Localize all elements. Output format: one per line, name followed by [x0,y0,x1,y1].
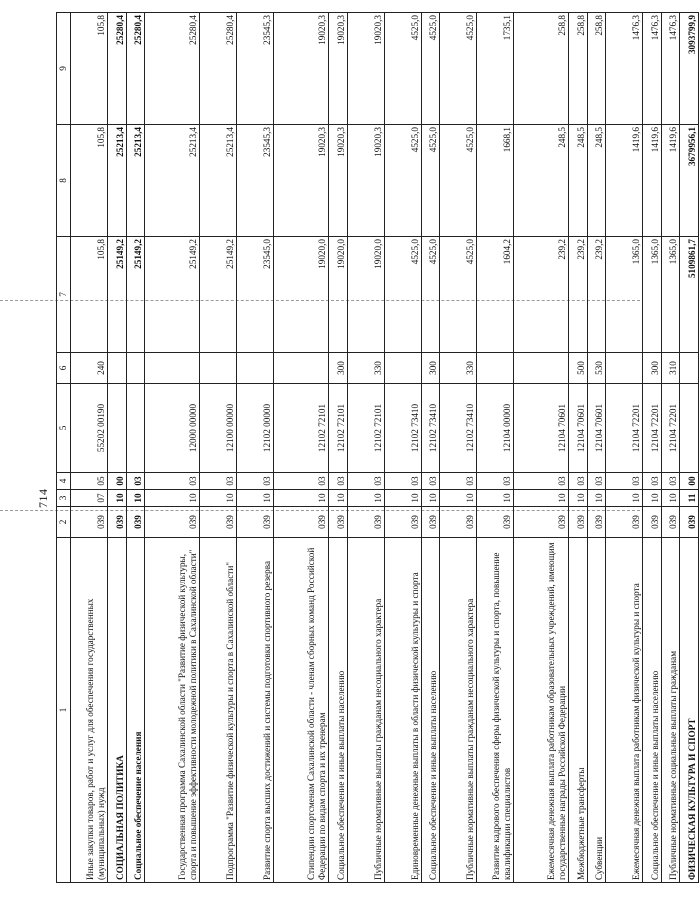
table-row [108,13,127,883]
header-cell: 9 [57,13,71,125]
admin-code-cell: 039 [606,507,643,538]
name-cell: Подпрограмма "Развитие физической культуры и спорта в Сахалинской области" [200,538,237,883]
amount-col7-cell: 105,8 [71,237,108,353]
target-article-cell: 12104 70601 [569,384,588,473]
subsection-cell: 03 [237,473,274,490]
amount-col8-cell: 19020,3 [329,125,348,237]
name-cell: Социальное обеспечение и иные выплаты населению [421,538,440,883]
amount-col7-cell: 5109861,7 [680,237,699,353]
subsection-cell: 03 [661,473,680,490]
subsection-cell: 00 [680,473,699,490]
section-cell: 10 [606,490,643,507]
header-cell: 7 [57,237,71,353]
amount-col8-cell: 19020,3 [347,125,384,237]
section-cell: 10 [126,490,145,507]
amount-col8-cell: 25213,4 [145,125,200,237]
expense-type-cell: 240 [71,353,108,384]
table-row [200,13,237,883]
section-cell: 10 [145,490,200,507]
amount-col7-cell: 19020,0 [347,237,384,353]
amount-col9-cell: 19020,3 [274,13,329,125]
target-article-cell: 12104 72201 [661,384,680,473]
section-cell: 10 [514,490,569,507]
table-row [421,13,440,883]
table-row [145,13,200,883]
target-article-cell: 12102 73410 [421,384,440,473]
target-article-cell [680,384,699,473]
amount-col9-cell: 19020,3 [347,13,384,125]
amount-col8-cell: 25213,4 [108,125,127,237]
expense-type-cell [108,353,127,384]
section-cell: 10 [347,490,384,507]
amount-col7-cell: 4525,0 [384,237,421,353]
amount-col7-cell: 19020,0 [329,237,348,353]
expense-type-cell [680,353,699,384]
expense-type-cell [514,353,569,384]
header-cell: 3 [57,490,71,507]
expense-type-cell [126,353,145,384]
target-article-cell: 55202 00190 [71,384,108,473]
table-row [680,13,699,883]
section-cell: 10 [440,490,477,507]
amount-col7-cell: 239,2 [587,237,606,353]
table-row [661,13,680,883]
amount-col8-cell: 23545,3 [237,125,274,237]
header-cell: 8 [57,125,71,237]
budget-table [56,12,699,883]
amount-col7-cell: 1604,2 [477,237,514,353]
amount-col7-cell: 25149,2 [126,237,145,353]
subsection-cell: 05 [71,473,108,490]
admin-code-cell: 039 [126,507,145,538]
target-article-cell: 12104 72201 [643,384,662,473]
subsection-cell: 03 [569,473,588,490]
subsection-cell: 03 [606,473,643,490]
amount-col9-cell: 258,8 [514,13,569,125]
header-row [57,13,71,883]
name-cell: Ежемесячная денежная выплата работникам физической культуры и спорта [606,538,643,883]
header-cell: 2 [57,507,71,538]
amount-col9-cell: 25280,4 [108,13,127,125]
amount-col7-cell: 1365,0 [661,237,680,353]
amount-col7-cell: 23545,0 [237,237,274,353]
table-row [606,13,643,883]
amount-col9-cell: 25280,4 [200,13,237,125]
table-row [477,13,514,883]
expense-type-cell: 300 [329,353,348,384]
table-row [71,13,108,883]
expense-type-cell: 500 [569,353,588,384]
subsection-cell: 00 [108,473,127,490]
amount-col8-cell: 248,5 [514,125,569,237]
target-article-cell: 12102 73410 [384,384,421,473]
amount-col8-cell: 4525,0 [421,125,440,237]
amount-col7-cell: 4525,0 [440,237,477,353]
amount-col7-cell: 25149,2 [145,237,200,353]
subsection-cell: 03 [587,473,606,490]
amount-col9-cell: 1476,3 [661,13,680,125]
amount-col8-cell: 1419,6 [606,125,643,237]
name-cell: Развитие кадрового обеспечения сферы физической культуры и спорта, повышение квалификации специалистов [477,538,514,883]
section-cell: 10 [200,490,237,507]
admin-code-cell: 039 [440,507,477,538]
page-number: 714 [36,488,50,508]
amount-col9-cell: 105,8 [71,13,108,125]
section-cell: 10 [587,490,606,507]
admin-code-cell: 039 [200,507,237,538]
name-cell: Субвенции [587,538,606,883]
name-cell: Ежемесячная денежная выплата работникам образовательных учреждений, имеющим государственные награды Российской Федерации [514,538,569,883]
rotated-budget-page [32,13,697,883]
name-cell: Социальное обеспечение населения [126,538,145,883]
admin-code-cell: 039 [384,507,421,538]
admin-code-cell: 039 [237,507,274,538]
name-cell: ФИЗИЧЕСКАЯ КУЛЬТУРА И СПОРТ [680,538,699,883]
admin-code-cell: 039 [680,507,699,538]
amount-col8-cell: 25213,4 [126,125,145,237]
header-cell: 6 [57,353,71,384]
admin-code-cell: 039 [477,507,514,538]
section-cell: 11 [680,490,699,507]
expense-type-cell [384,353,421,384]
name-cell: Развитие спорта высших достижений и системы подготовки спортивного резерва [237,538,274,883]
amount-col7-cell: 239,2 [514,237,569,353]
expense-type-cell [237,353,274,384]
section-cell: 07 [71,490,108,507]
table-row [126,13,145,883]
name-cell: Государственная программа Сахалинской области "Развитие физической культуры, спорта и повышение эффективности молодежной политики в Сахалинской области" [145,538,200,883]
header-cell: 4 [57,473,71,490]
amount-col8-cell: 1668,1 [477,125,514,237]
table-row [329,13,348,883]
admin-code-cell: 039 [274,507,329,538]
expense-type-cell: 310 [661,353,680,384]
amount-col8-cell: 1419,6 [643,125,662,237]
subsection-cell: 03 [477,473,514,490]
expense-type-cell [477,353,514,384]
admin-code-cell: 039 [329,507,348,538]
amount-col9-cell: 4525,0 [384,13,421,125]
target-article-cell [126,384,145,473]
amount-col9-cell: 258,8 [569,13,588,125]
target-article-cell [108,384,127,473]
section-cell: 10 [643,490,662,507]
amount-col7-cell: 4525,0 [421,237,440,353]
amount-col9-cell: 3093799,9 [680,13,699,125]
name-cell: Межбюджетные трансферты [569,538,588,883]
amount-col9-cell: 4525,0 [421,13,440,125]
section-cell: 10 [237,490,274,507]
section-cell: 10 [274,490,329,507]
amount-col8-cell: 19020,3 [274,125,329,237]
amount-col8-cell: 248,5 [587,125,606,237]
admin-code-cell: 039 [421,507,440,538]
amount-col9-cell: 4525,0 [440,13,477,125]
admin-code-cell: 039 [661,507,680,538]
amount-col7-cell: 1365,0 [643,237,662,353]
name-cell: Стипендии спортсменам Сахалинской области - членам сборных команд Российской Федерации по видам спорта и их тренерам [274,538,329,883]
target-article-cell: 12104 70601 [587,384,606,473]
subsection-cell: 03 [145,473,200,490]
amount-col9-cell: 25280,4 [145,13,200,125]
subsection-cell: 03 [126,473,145,490]
table-row [514,13,569,883]
target-article-cell: 12104 70601 [514,384,569,473]
section-cell: 10 [384,490,421,507]
subsection-cell: 03 [643,473,662,490]
section-cell: 10 [477,490,514,507]
admin-code-cell: 039 [71,507,108,538]
name-cell: СОЦИАЛЬНАЯ ПОЛИТИКА [108,538,127,883]
amount-col8-cell: 1419,6 [661,125,680,237]
table-row [237,13,274,883]
table-row [569,13,588,883]
name-cell: Публичные нормативные выплаты гражданам несоциального характера [347,538,384,883]
name-cell: Иные закупки товаров, работ и услуг для обеспечения государственных (муниципальных) нужд [71,538,108,883]
subsection-cell: 03 [274,473,329,490]
admin-code-cell: 039 [587,507,606,538]
amount-col9-cell: 1735,1 [477,13,514,125]
target-article-cell: 12102 73410 [440,384,477,473]
subsection-cell: 03 [329,473,348,490]
amount-col7-cell: 25149,2 [200,237,237,353]
admin-code-cell: 039 [643,507,662,538]
name-cell: Социальное обеспечение и иные выплаты населению [643,538,662,883]
section-cell: 10 [329,490,348,507]
target-article-cell: 12104 00000 [477,384,514,473]
section-cell: 10 [661,490,680,507]
expense-type-cell: 300 [643,353,662,384]
name-cell: Единовременные денежные выплаты в области физической культуры и спорта [384,538,421,883]
table-row [587,13,606,883]
section-cell: 10 [421,490,440,507]
amount-col7-cell: 239,2 [569,237,588,353]
amount-col8-cell: 4525,0 [440,125,477,237]
amount-col8-cell: 105,8 [71,125,108,237]
table-row [643,13,662,883]
expense-type-cell: 530 [587,353,606,384]
expense-type-cell [274,353,329,384]
target-article-cell: 12102 72101 [329,384,348,473]
amount-col7-cell: 25149,2 [108,237,127,353]
name-cell: Социальное обеспечение и иные выплаты населению [329,538,348,883]
amount-col8-cell: 248,5 [569,125,588,237]
amount-col9-cell: 25280,4 [126,13,145,125]
target-article-cell: 12000 00000 [145,384,200,473]
table-body [57,13,699,883]
expense-type-cell: 300 [421,353,440,384]
subsection-cell: 03 [200,473,237,490]
expense-type-cell [145,353,200,384]
target-article-cell: 12104 72201 [606,384,643,473]
table-row [274,13,329,883]
section-cell: 10 [108,490,127,507]
amount-col7-cell: 19020,0 [274,237,329,353]
amount-col9-cell: 19020,3 [329,13,348,125]
amount-col7-cell: 1365,0 [606,237,643,353]
header-cell: 1 [57,538,71,883]
subsection-cell: 03 [440,473,477,490]
expense-type-cell: 330 [440,353,477,384]
subsection-cell: 03 [347,473,384,490]
header-cell: 5 [57,384,71,473]
name-cell: Публичные нормативные выплаты гражданам несоциального характера [440,538,477,883]
amount-col8-cell: 4525,0 [384,125,421,237]
amount-col8-cell: 3679956,1 [680,125,699,237]
amount-col9-cell: 258,8 [587,13,606,125]
admin-code-cell: 039 [145,507,200,538]
admin-code-cell: 039 [108,507,127,538]
expense-type-cell [200,353,237,384]
amount-col9-cell: 1476,3 [606,13,643,125]
section-cell: 10 [569,490,588,507]
target-article-cell: 12102 72101 [347,384,384,473]
target-article-cell: 12102 72101 [274,384,329,473]
admin-code-cell: 039 [569,507,588,538]
admin-code-cell: 039 [347,507,384,538]
table-row [347,13,384,883]
table-row [440,13,477,883]
subsection-cell: 03 [384,473,421,490]
amount-col9-cell: 1476,3 [643,13,662,125]
admin-code-cell: 039 [514,507,569,538]
expense-type-cell: 330 [347,353,384,384]
amount-col8-cell: 25213,4 [200,125,237,237]
amount-col9-cell: 23545,3 [237,13,274,125]
subsection-cell: 03 [421,473,440,490]
target-article-cell: 12100 00000 [200,384,237,473]
target-article-cell: 12102 00000 [237,384,274,473]
expense-type-cell [606,353,643,384]
table-row [384,13,421,883]
name-cell: Публичные нормативные социальные выплаты гражданам [661,538,680,883]
subsection-cell: 03 [514,473,569,490]
